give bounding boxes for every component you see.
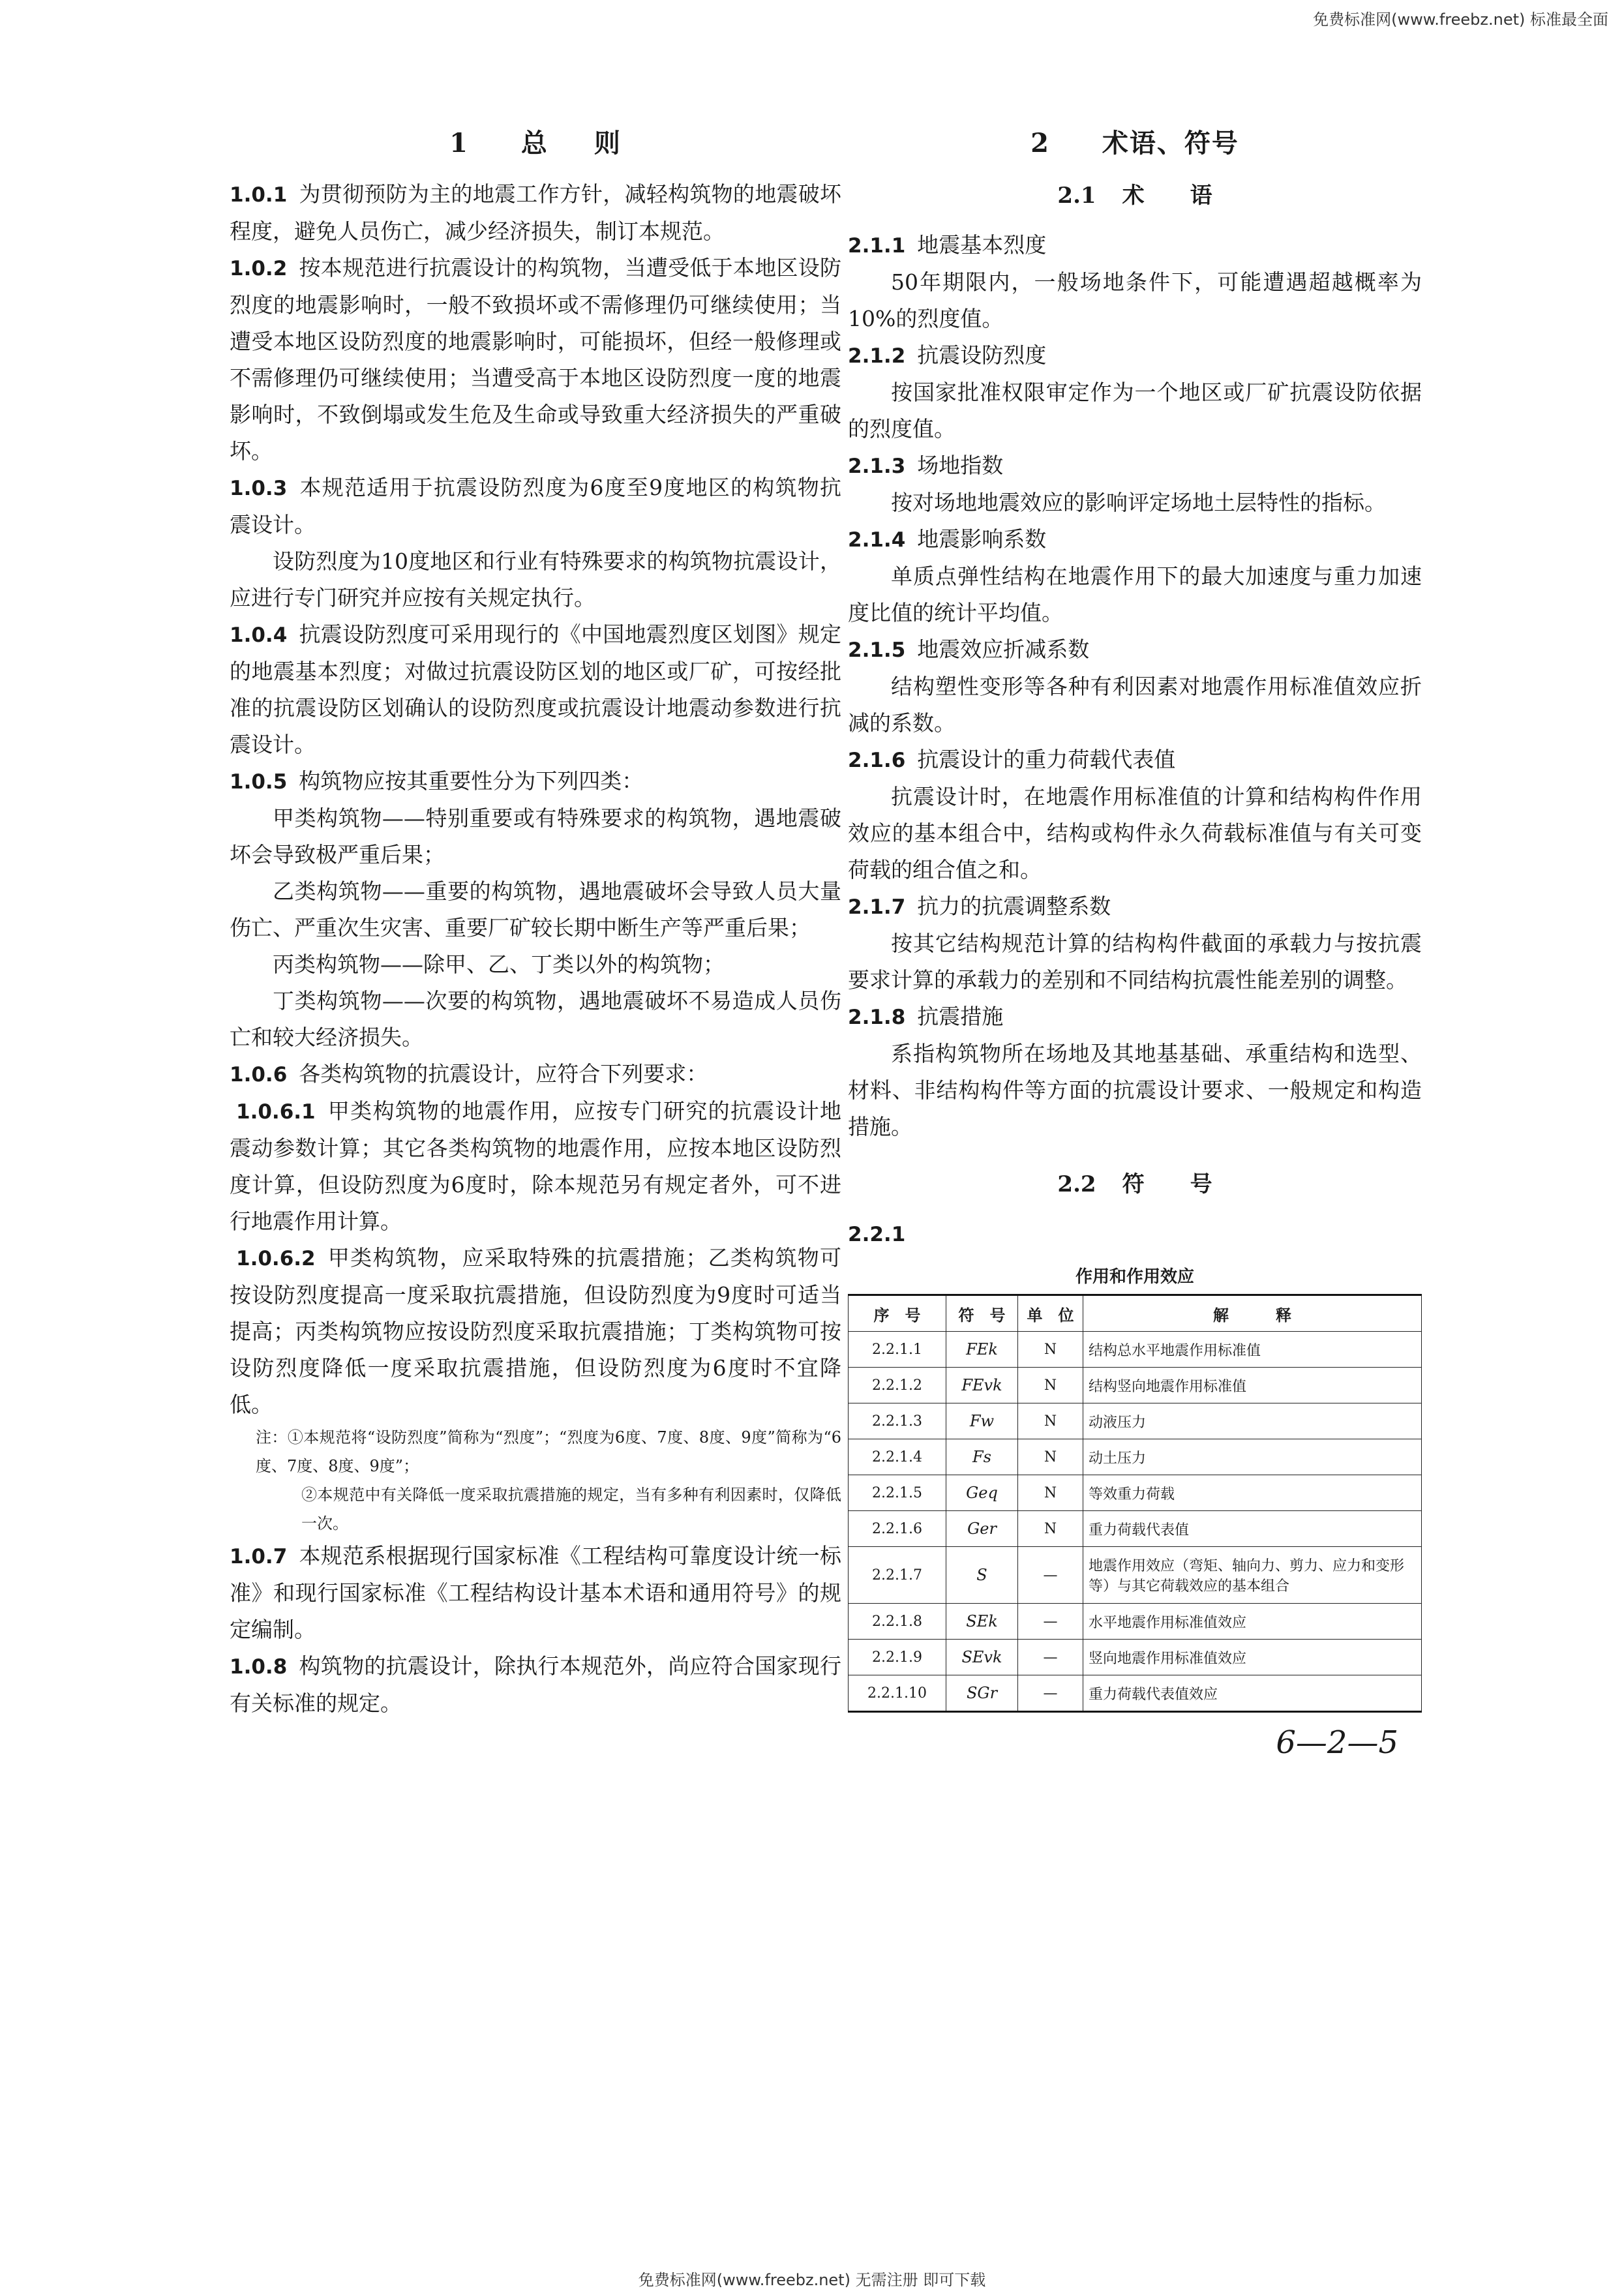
watermark-bottom: 免费标准网(www.freebz.net) 无需注册 即可下载 (638, 2271, 986, 2289)
table-title: 作用和作用效应 (1075, 1267, 1194, 1287)
table-row: 2.2.1.2 FEvk N 结构竖向地震作用标准值 (849, 1368, 1422, 1403)
chapter-title-part: 总 (520, 128, 549, 158)
term-2-1-2: 2.1.2 抗震设防烈度 按国家批准权限审定作为一个地区或厂矿抗震设防依据的烈度值。 (848, 342, 1422, 442)
clause-1-0-6-1: 1.0.6.1 甲类构筑物的地震作用，应按专门研究的抗震设计地震动参数计算；其它各类构筑物的地震作用，应按本地区设防烈度计算，但设防烈度为6度时，除本规范另有规定者外，可不进行地震作用计算。 (230, 1098, 841, 1234)
term-2-1-7: 2.1.7 抗力的抗震调整系数 按其它结构规范计算的结构构件截面的承载力与按抗震要求计算的承载力的差别和不同结构抗震性能差别的调整。 (848, 893, 1422, 993)
class-d-item: 丁类构筑物——次要的构筑物，遇地震破坏不易造成人员伤亡和较大经济损失。 (230, 988, 841, 1050)
clause-1-0-4: 1.0.4 抗震设防烈度可采用现行的《中国地震烈度区划图》规定的地震基本烈度；对做过抗震设防区划的地区或厂矿，可按经批准的抗震设防区划确认的设防烈度或抗震设计地震动参数进行抗震设计。 (230, 622, 841, 757)
table-row: 2.2.1.8 SEk — 水平地震作用标准值效应 (849, 1604, 1422, 1640)
class-c-item: 丙类构筑物——除甲、乙、丁类以外的构筑物； (273, 952, 725, 977)
table-row: 2.2.1.4 Fs N 动土压力 (849, 1439, 1422, 1475)
chapter-title-part: 则 (594, 128, 622, 158)
clause-1-0-8: 1.0.8 构筑物的抗震设计，除执行本规范外，尚应符合国家现行有关标准的规定。 (230, 1653, 841, 1716)
term-2-1-6: 2.1.6 抗震设计的重力荷载代表值 抗震设计时，在地震作用标准值的计算和结构构件作用效应的基本组合中，结构或构件永久荷载标准值与有关可变荷载的组合值之和。 (848, 747, 1422, 882)
symbols-table (848, 1294, 1422, 1713)
table-row: 2.2.1.9 SEvk — 竖向地震作用标准值效应 (849, 1640, 1422, 1675)
clause-1-0-3-para: 设防烈度为10度地区和行业有特殊要求的构筑物抗震设计，应进行专门研究并应按有关规定执行。 (230, 548, 841, 610)
page-number: 6—2—5 (1276, 1724, 1398, 1761)
chapter-title: 术语、符号 (1102, 128, 1239, 158)
class-a-item: 甲类构筑物——特别重要或有特殊要求的构筑物，遇地震破坏会导致极严重后果； (230, 805, 841, 867)
chapter-number: 2 (1030, 128, 1050, 158)
clause-1-0-1: 1.0.1 为贯彻预防为主的地震工作方针，减轻构筑物的地震破坏程度，避免人员伤亡，减少经济损失，制订本规范。 (230, 181, 841, 244)
header-symbol: 符 号 (946, 1295, 1018, 1332)
table-row: 2.2.1.7 S — 地震作用效应（弯矩、轴向力、剪力、应力和变形等）与其它荷载效应的基本组合 (849, 1547, 1422, 1604)
table-row: 2.2.1.3 Fw N 动液压力 (849, 1403, 1422, 1439)
right-column (848, 124, 1422, 1761)
term-2-1-4: 2.1.4 地震影响系数 单质点弹性结构在地震作用下的最大加速度与重力加速度比值的统计平均值。 (848, 526, 1422, 625)
watermark-top: 免费标准网(www.freebz.net) 标准最全面 (1313, 10, 1608, 29)
table-row: 2.2.1.10 SGr — 重力荷载代表值效应 (849, 1675, 1422, 1712)
clause-1-0-6: 1.0.6 各类构筑物的抗震设计，应符合下列要求： (230, 1061, 708, 1087)
note-1: 注：①本规范将“设防烈度”简称为“烈度”；“烈度为6度、7度、8度、9度”简称为“6度、7度、8度、9度”； (256, 1428, 841, 1475)
section-2-2-heading: 2.2 符 号 (1057, 1171, 1212, 1197)
term-2-1-1: 2.1.1 地震基本烈度 50年期限内，一般场地条件下，可能遭遇超越概率为10%的烈度值。 (848, 232, 1422, 331)
header-unit: 单 位 (1018, 1295, 1083, 1332)
clause-1-0-2: 1.0.2 按本规范进行抗震设计的构筑物，当遭受低于本地区设防烈度的地震影响时，一般不致损坏或不需修理仍可继续使用；当遭受本地区设防烈度的地震影响时，可能损坏，但经一般修理或不需修理仍可继续使用；当遭受高于本地区设防烈度一度的地震影响时，不致倒塌或发生危及生命或导致重大经济损失的严重破坏。 (230, 255, 841, 464)
table-row: 2.2.1.6 Ger N 重力荷载代表值 (849, 1511, 1422, 1547)
clause-1-0-5: 1.0.5 构筑物应按其重要性分为下列四类： (230, 768, 644, 794)
class-b-item: 乙类构筑物——重要的构筑物，遇地震破坏会导致人员大量伤亡、严重次生灾害、重要厂矿较长期中断生产等严重后果； (230, 878, 841, 940)
header-desc: 解 释 (1083, 1295, 1422, 1332)
term-2-1-8: 2.1.8 抗震措施 系指构筑物所在场地及其地基基础、承重结构和选型、材料、非结构构件等方面的抗震设计要求、一般规定和构造措施。 (848, 1004, 1422, 1139)
term-2-1-5: 2.1.5 地震效应折减系数 结构塑性变形等各种有利因素对地震作用标准值效应折减的系数。 (848, 637, 1422, 736)
table-row: 2.2.1.5 Geq N 等效重力荷载 (849, 1475, 1422, 1511)
left-column (230, 124, 841, 1722)
clause-1-0-6-2: 1.0.6.2 甲类构筑物，应采取特殊的抗震措施；乙类构筑物可按设防烈度提高一度采取抗震措施，但设防烈度为9度时可适当提高；丙类构筑物应按设防烈度采取抗震措施；丁类构筑物可按设防烈度降低一度采取抗震措施，但设防烈度为6度时不宜降低。 (230, 1245, 841, 1417)
chapter-1-heading (230, 124, 841, 163)
header-no: 序 号 (849, 1295, 946, 1332)
term-2-1-3: 2.1.3 场地指数 按对场地地震效应的影响评定场地土层特性的指标。 (848, 453, 1386, 515)
clause-1-0-3: 1.0.3 本规范适用于抗震设防烈度为6度至9度地区的构筑物抗震设计。 (230, 475, 841, 537)
table-row: 2.2.1.1 FEk N 结构总水平地震作用标准值 (849, 1332, 1422, 1368)
section-2-1-heading: 2.1 术 语 (1057, 183, 1212, 209)
chapter-number: 1 (449, 128, 469, 158)
table-header-row (849, 1295, 1422, 1332)
note-2: ②本规范中有关降低一度采取抗震措施的规定，当有多种有利因素时，仅降低一次。 (301, 1486, 841, 1533)
clause-1-0-7: 1.0.7 本规范系根据现行国家标准《工程结构可靠度设计统一标准》和现行国家标准《工程结构设计基本术语和通用符号》的规定编制。 (230, 1543, 841, 1642)
chapter-2-heading (848, 124, 1422, 163)
clause-2-2-1: 2.2.1 (848, 1223, 906, 1246)
